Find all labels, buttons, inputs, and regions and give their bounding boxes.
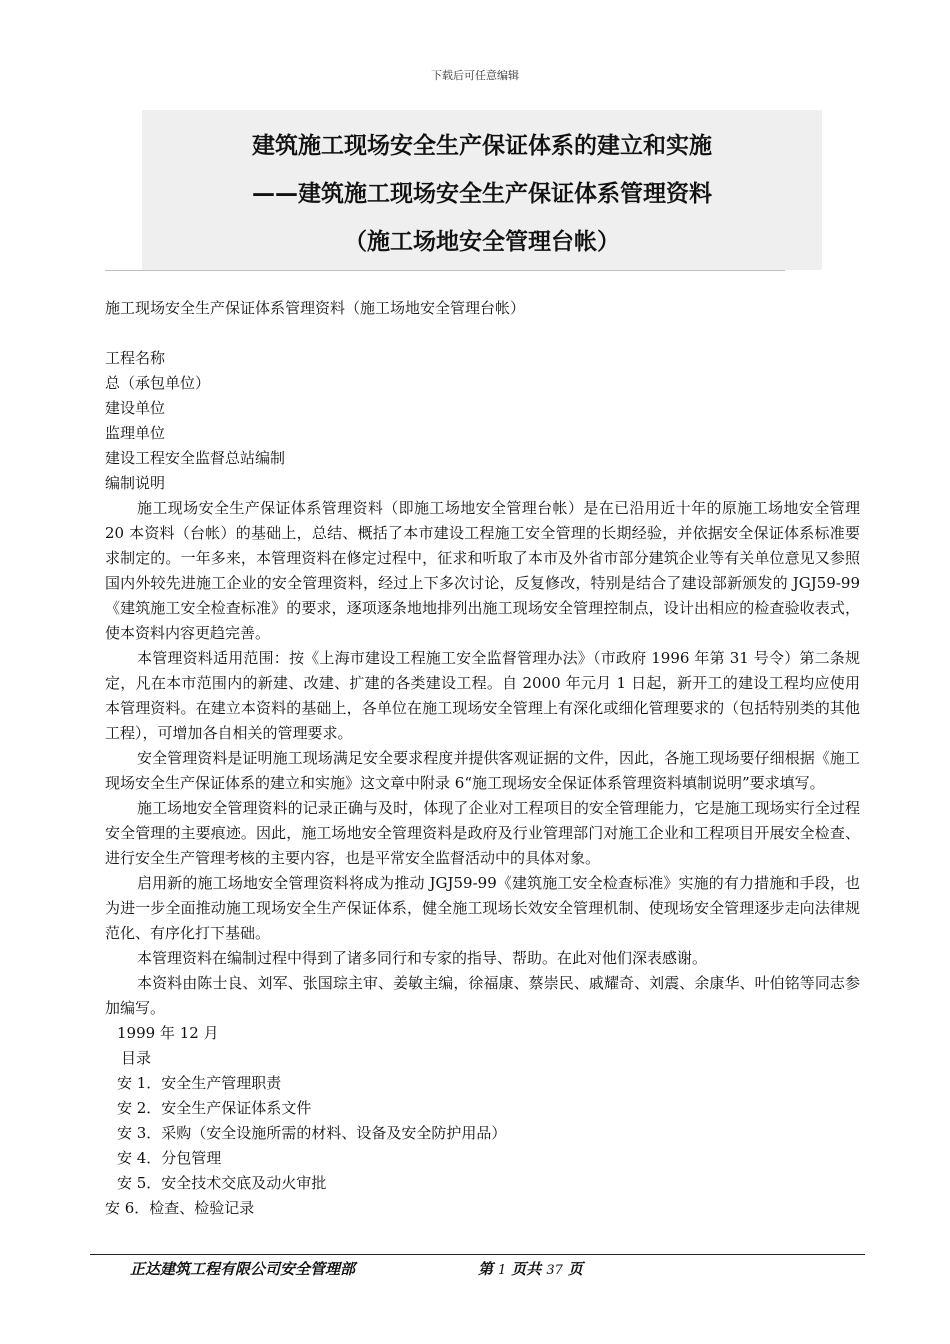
field-compiler: 建设工程安全监督总站编制 bbox=[105, 449, 286, 467]
section-heading-notes: 编制说明 bbox=[105, 474, 166, 492]
page-middle: 页共 bbox=[511, 1260, 542, 1278]
document-subtitle-paren: （施工场地安全管理台帐） bbox=[344, 229, 620, 255]
field-owner: 建设单位 bbox=[105, 399, 166, 417]
title-divider bbox=[105, 270, 785, 271]
field-supervisor: 监理单位 bbox=[105, 424, 166, 442]
title-block bbox=[142, 110, 822, 270]
field-project-name: 工程名称 bbox=[105, 349, 166, 367]
paragraph: 施工现场安全生产保证体系管理资料（即施工场地安全管理台帐）是在已沿用近十年的原施工场地安全管理 20 本资料（台帐）的基础上，总结、概括了本市建设工程施工安全管理的长期经验，并依据安全保证体系标准要求制定的。一年多来，本管理资料在修定过程中，征求和听取了本市及外省市部分建筑企业等有关单位意见又参照国内外较先进施工企业的安全管理资料，经过上下多次讨论，反复修改，特别是结合了建设部新颁发的 JGJ59-99《建筑施工安全检查标准》的要求，逐项逐条地地排列出施工现场安全管理控制点，设计出相应的检查验收表式，使本资料内容更趋完善。 bbox=[105, 499, 860, 642]
document-title: 建筑施工现场安全生产保证体系的建立和实施 bbox=[252, 133, 712, 159]
paragraph: 安全管理资料是证明施工现场满足安全要求程度并提供客观证据的文件，因此，各施工现场要仔细根据《施工现场安全生产保证体系的建立和实施》这文章中附录 6“施工现场安全保证体系管理资料填制说明”要求填写。 bbox=[105, 749, 860, 792]
page-suffix: 页 bbox=[567, 1260, 583, 1278]
spacer bbox=[105, 321, 860, 346]
footer-divider bbox=[90, 1254, 865, 1255]
paragraph: 施工场地安全管理资料的记录正确与及时，体现了企业对工程项目的安全管理能力，它是施工现场实行全过程安全管理的主要痕迹。因此，施工场地安全管理资料是政府及行业管理部门对施工企业和工程项目开展安全检查、进行安全生产管理考核的主要内容，也是平常安全监督活动中的具体对象。 bbox=[105, 799, 860, 867]
toc-item: 安 3．采购（安全设施所需的材料、设备及安全防护用品） bbox=[117, 1124, 507, 1142]
footer-company: 正达建筑工程有限公司安全管理部 bbox=[130, 1260, 356, 1278]
page-current: 1 bbox=[498, 1263, 507, 1278]
document-body bbox=[105, 296, 860, 1221]
paragraph: 本资料由陈士良、刘军、张国琮主审、姜敏主编，徐福康、蔡崇民、戚耀奇、刘震、余康华、叶伯铭等同志参加编写。 bbox=[105, 974, 860, 1017]
document-subtitle: ——建筑施工现场安全生产保证体系管理资料 bbox=[252, 181, 712, 207]
paragraph: 本管理资料适用范围：按《上海市建设工程施工安全监督管理办法》（市政府 1996 年第 31 号令）第二条规定，凡在本市范围内的新建、改建、扩建的各类建设工程。自 2000 年元月 1 日起，新开工的建设工程均应使用本管理资料。在建立本资料的基础上，各单位在施工现场安全管理上有深化或细化管理要求的（包括特别类的其他工程），可增加各自相关的管理要求。 bbox=[105, 649, 860, 742]
page-prefix: 第 bbox=[478, 1260, 494, 1278]
field-contractor: 总（承包单位） bbox=[105, 374, 211, 392]
paragraph: 本管理资料在编制过程中得到了诸多同行和专家的指导、帮助。在此对他们深表感谢。 bbox=[137, 949, 708, 967]
paragraph: 启用新的施工场地安全管理资料将成为推动 JGJ59-99《建筑施工安全检查标准》实施的有力措施和手段，也为进一步全面推动施工现场安全生产保证体系，健全施工现场长效安全管理机制、使现场安全管理逐步走向法律规范化、有序化打下基础。 bbox=[105, 874, 860, 942]
toc-item: 安 4．分包管理 bbox=[117, 1149, 222, 1167]
page-header-note: 下载后可任意编辑 bbox=[431, 69, 519, 82]
toc-item: 安 1．安全生产管理职责 bbox=[117, 1074, 282, 1092]
doc-heading: 施工现场安全生产保证体系管理资料（施工场地安全管理台帐） bbox=[105, 299, 526, 317]
toc-item: 安 6．检查、检验记录 bbox=[105, 1199, 255, 1217]
toc-title: 目录 bbox=[121, 1049, 152, 1067]
date: 1999 年 12 月 bbox=[117, 1024, 219, 1042]
page-total: 37 bbox=[546, 1263, 563, 1278]
toc-item: 安 2．安全生产保证体系文件 bbox=[117, 1099, 312, 1117]
footer-page-number bbox=[478, 1258, 583, 1279]
toc-item: 安 5．安全技术交底及动火审批 bbox=[117, 1174, 327, 1192]
